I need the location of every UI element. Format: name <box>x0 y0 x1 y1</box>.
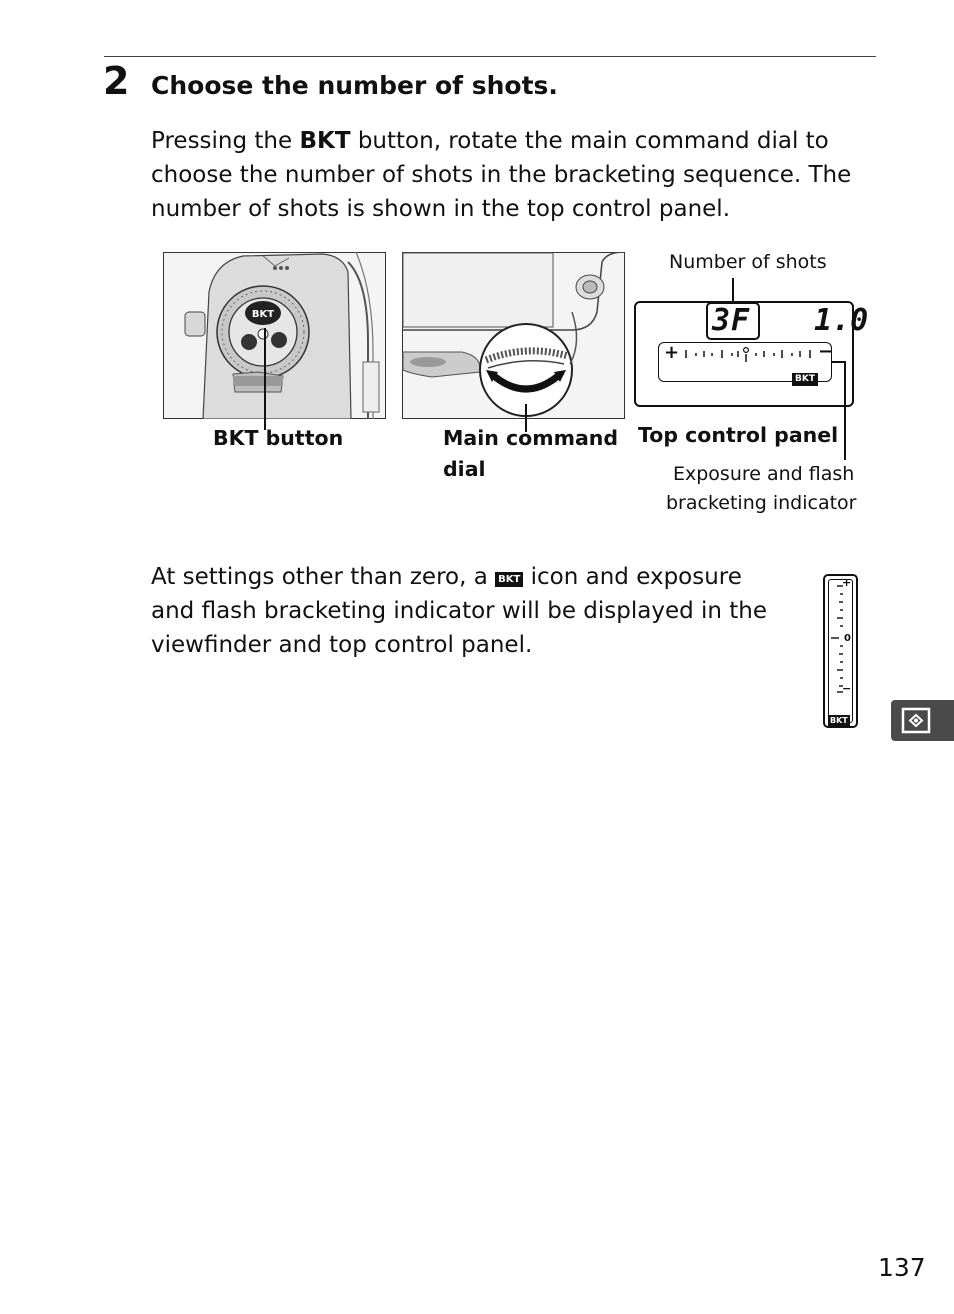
note-text-before: At settings other than zero, a <box>151 564 496 590</box>
step-title: Choose the number of shots. <box>151 71 558 100</box>
main-command-dial-photo <box>402 252 625 419</box>
viewfinder-bkt-icon: BKT <box>830 716 848 725</box>
step-number: 2 <box>103 59 130 103</box>
intro-text-before: Pressing the <box>151 128 300 154</box>
top-panel-label: Top control panel <box>638 423 839 447</box>
bkt-leader-line <box>262 328 268 430</box>
panel-scale-ticks <box>682 346 814 364</box>
note-paragraph <box>151 560 791 662</box>
indicator-label-line1: Exposure and flash <box>673 463 855 485</box>
panel-shots-readout: 3F <box>712 303 751 338</box>
bkt-button-photo <box>163 252 386 419</box>
section-rule <box>104 56 876 57</box>
main-dial-label-line2: dial <box>443 457 486 481</box>
panel-bkt-indicator: BKT <box>792 366 818 386</box>
panel-minus-sign: − <box>818 341 834 362</box>
number-of-shots-label: Number of shots <box>669 251 827 273</box>
viewfinder-scale-ticks <box>831 584 845 694</box>
section-side-tab[interactable] <box>891 700 954 741</box>
bkt-inline-icon: BKT <box>495 572 523 587</box>
main-dial-label-line1: Main command <box>443 426 619 450</box>
bkt-button-label: BKT button <box>213 426 344 450</box>
camera-bkt-label: BKT <box>251 309 275 320</box>
viewfinder-zero: 0 <box>844 633 851 644</box>
indicator-label-line2: bracketing indicator <box>666 492 857 514</box>
viewfinder-minus: − <box>842 682 852 695</box>
panel-value-readout: 1.0 <box>814 303 869 338</box>
bkt-button-name: BKT <box>299 128 351 154</box>
note-text-after: icon and exposure and flash bracketing indicator will be displayed in the viewfinder and top control panel. <box>151 564 768 658</box>
intro-text-after: button, rotate the main command dial to choose the number of shots in the bracketing sequence. The number of shots is shown in the top control panel. <box>151 128 852 222</box>
panel-plus-sign: + <box>664 342 680 363</box>
page-number: 137 <box>878 1253 926 1282</box>
viewfinder-plus: + <box>842 576 852 589</box>
intro-paragraph <box>151 124 881 226</box>
camera-metering-icon <box>901 707 931 734</box>
